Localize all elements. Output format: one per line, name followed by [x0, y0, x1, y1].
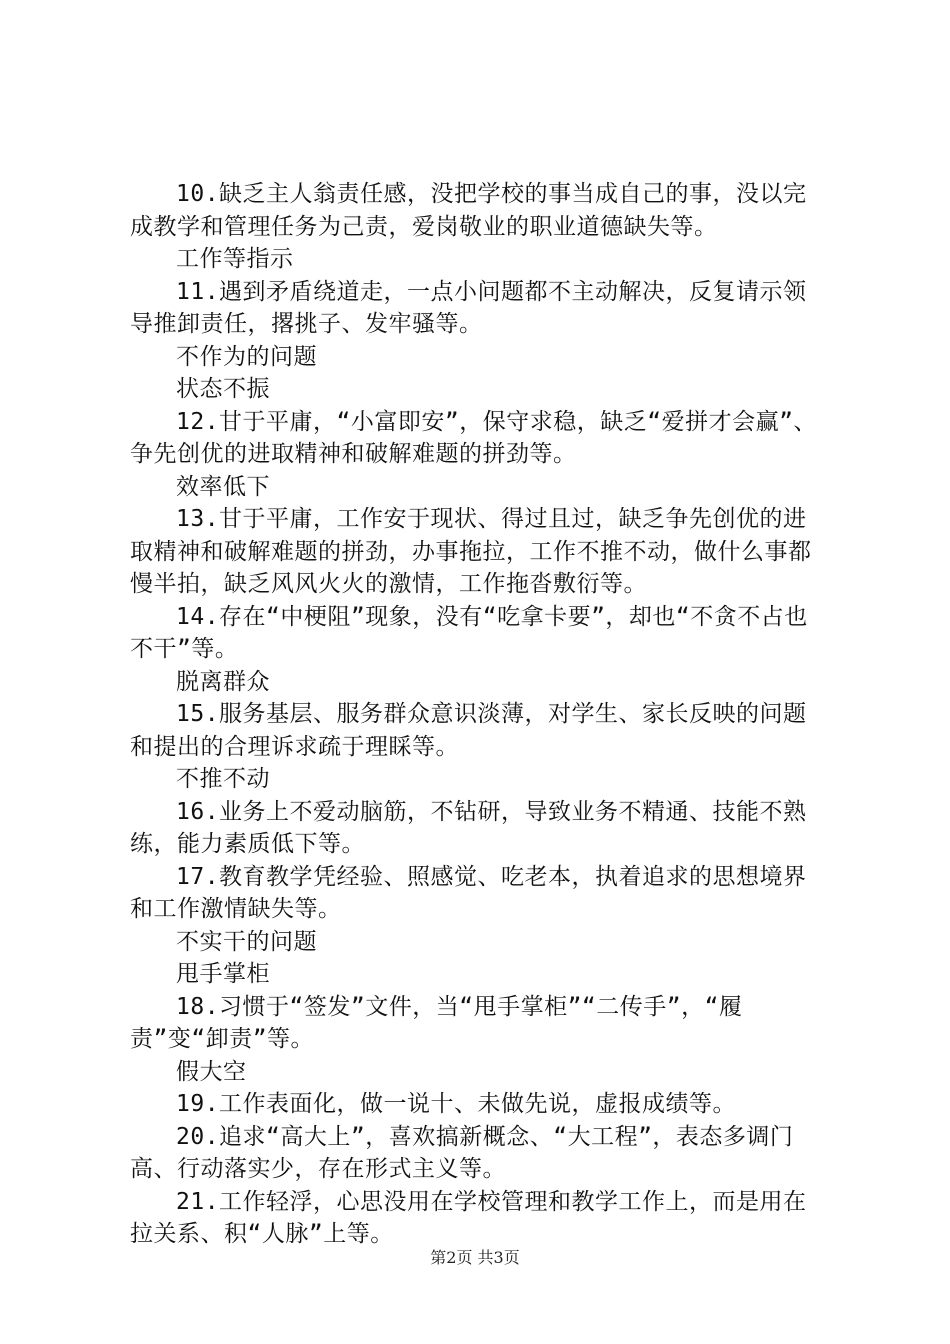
- section-heading: 假大空: [176, 1058, 247, 1085]
- page-footer: [0, 1245, 950, 1268]
- paragraph: 10.缺乏主人翁责任感，没把学校的事当成自己的事，没以完成教学和管理任务为己责，爱岗敬业的职业道德缺失等。: [130, 181, 807, 240]
- document-body: [130, 178, 830, 1251]
- section-heading: 工作等指示: [176, 246, 294, 272]
- section-heading: 不推不动: [176, 766, 270, 792]
- page-number-label: 第2页 共3页: [430, 1248, 520, 1267]
- paragraph: 16.业务上不爱动脑筋，不钻研，导致业务不精通、技能不熟练，能力素质低下等。: [130, 798, 807, 857]
- paragraph: 17.教育教学凭经验、照感觉、吃老本，执着追求的思想境界和工作激情缺失等。: [130, 863, 807, 922]
- section-heading: 不作为的问题: [176, 343, 317, 370]
- paragraph: 20.追求“高大上”，喜欢搞新概念、“大工程”，表态多调门高、行动落实少，存在形式主义等。: [130, 1123, 794, 1182]
- paragraph: 13.甘于平庸，工作安于现状、得过且过，缺乏争先创优的进取精神和破解难题的拼劲，办事拖拉，工作不推不动，做什么事都慢半拍，缺乏风风火火的激情，工作拖沓敷衍等。: [130, 506, 812, 597]
- paragraph: 18.习惯于“签发”文件，当“甩手掌柜”“二传手”，“履责”变“卸责”等。: [130, 993, 743, 1052]
- paragraph: 12.甘于平庸，“小富即安”，保守求稳，缺乏“爱拼才会赢”、争先创优的进取精神和破解难题的拼劲等。: [130, 408, 817, 467]
- section-heading: 不实干的问题: [176, 928, 317, 955]
- paragraph: 14.存在“中梗阻”现象，没有“吃拿卡要”，却也“不贪不占也不干”等。: [130, 603, 808, 662]
- section-heading: 脱离群众: [176, 668, 270, 695]
- paragraph: 19.工作表面化，做一说十、未做先说，虚报成绩等。: [176, 1091, 737, 1117]
- section-heading: 状态不振: [176, 376, 270, 402]
- section-heading: 甩手掌柜: [176, 961, 270, 987]
- paragraph: 15.服务基层、服务群众意识淡薄，对学生、家长反映的问题和提出的合理诉求疏于理睬等。: [130, 701, 807, 760]
- paragraph: 11.遇到矛盾绕道走，一点小问题都不主动解决，反复请示领导推卸责任，撂挑子、发牢骚等。: [130, 278, 807, 337]
- section-heading: 效率低下: [176, 473, 270, 500]
- paragraph: 21.工作轻浮，心思没用在学校管理和教学工作上，而是用在拉关系、积“人脉”上等。: [130, 1188, 807, 1247]
